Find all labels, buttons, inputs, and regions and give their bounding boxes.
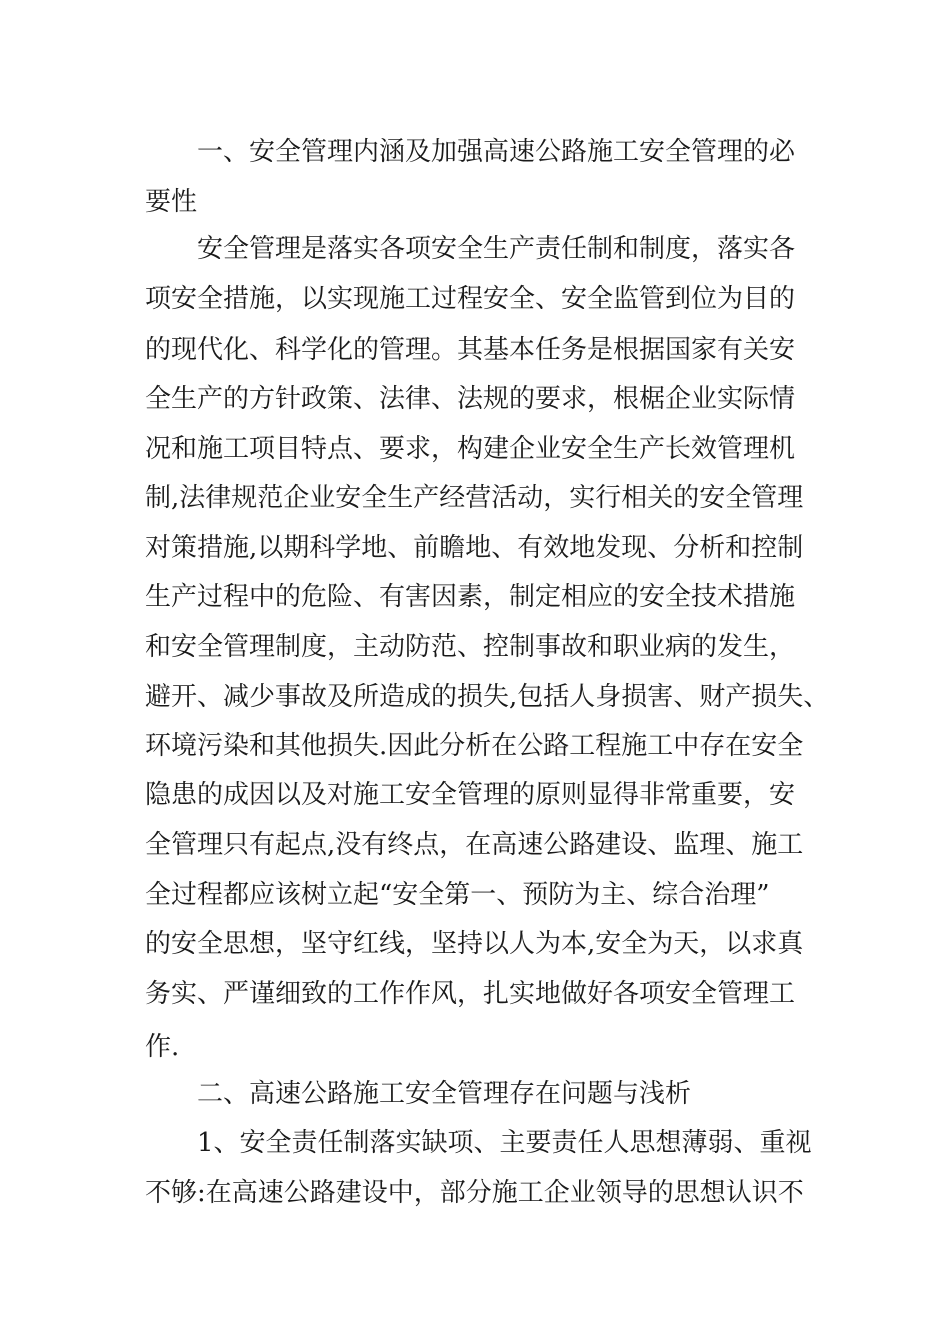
paragraph-line: 全管理只有起点,没有终点，在高速公路建设、监理、施工	[145, 830, 804, 860]
paragraph-line: 作.	[145, 1032, 180, 1062]
paragraph-line: 的安全思想，坚守红线，坚持以人为本,安全为天，以求真	[145, 929, 804, 959]
paragraph-line: 1、安全责任制落实缺项、主要责任人思想薄弱、重视	[197, 1128, 812, 1158]
heading-section-2: 二、高速公路施工安全管理存在问题与浅析	[197, 1079, 692, 1109]
paragraph-line: 全过程都应该树立起“安全第一、预防为主、综合治理”	[145, 880, 770, 910]
paragraph-line: 和安全管理制度，主动防范、控制事故和职业病的发生，	[145, 632, 796, 662]
heading-section-1-line-1: 一、安全管理内涵及加强高速公路施工安全管理的必	[197, 137, 796, 167]
paragraph-line: 对策措施,以期科学地、前瞻地、有效地发现、分析和控制	[145, 533, 804, 563]
paragraph-line: 避开、减少事故及所造成的损失,包括人身损害、财产损失、	[145, 682, 830, 712]
paragraph-line: 生产过程中的危险、有害因素，制定相应的安全技术措施	[145, 582, 796, 612]
paragraph-line: 隐患的成因以及对施工安全管理的原则显得非常重要，安	[145, 780, 796, 810]
paragraph-line: 安全管理是落实各项安全生产责任制和制度，落实各	[197, 234, 796, 264]
paragraph-line: 制,法律规范企业安全生产经营活动，实行相关的安全管理	[145, 483, 804, 513]
paragraph-line: 全生产的方针政策、法律、法规的要求，根椐企业实际情	[145, 384, 796, 414]
paragraph-line: 项安全措施，以实现施工过程安全、安全监管到位为目的	[145, 284, 796, 314]
paragraph-line: 不够:在高速公路建设中，部分施工企业领导的思想认识不	[145, 1178, 804, 1208]
paragraph-line: 的现代化、科学化的管理。其基本任务是根据国家有关安	[145, 335, 796, 365]
paragraph-line: 环境污染和其他损失.因此分析在公路工程施工中存在安全	[145, 731, 804, 761]
heading-section-1-line-2: 要性	[145, 187, 198, 217]
paragraph-line: 务实、严谨细致的工作作风，扎实地做好各项安全管理工	[145, 979, 796, 1009]
paragraph-line: 况和施工项目特点、要求，构建企业安全生产长效管理机	[145, 434, 796, 464]
